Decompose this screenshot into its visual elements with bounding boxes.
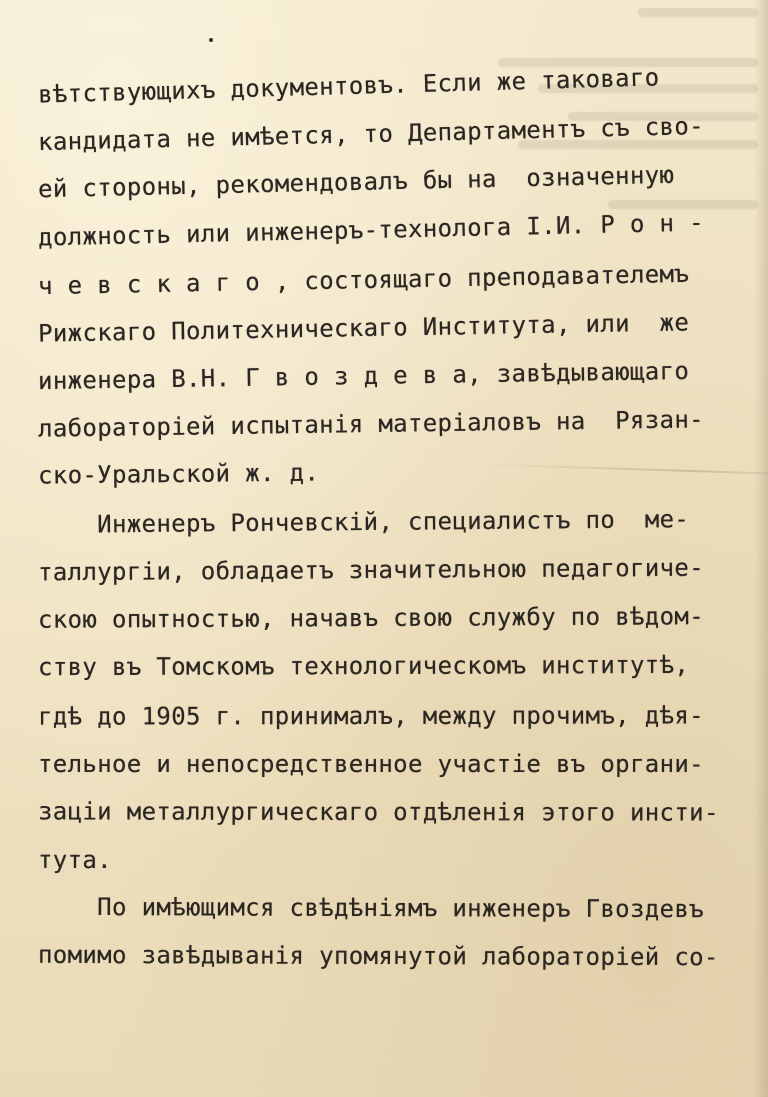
page-edge-shadow — [754, 0, 768, 1097]
text-line: ей стороны, рекомендовалъ бы на означенную — [37, 160, 675, 204]
text-line: Инженеръ Рончевскiй, специалистъ по ме- — [37, 505, 690, 539]
text-line: Рижскаго Политехническаго Института, или же — [37, 308, 690, 348]
text-line: должность или инженеръ-технолога I.И. Р о н - — [37, 208, 705, 252]
text-line: кандидата не имѣется, то Департаментъ съ сво- — [37, 111, 705, 157]
text-line: тельное и непосредственное участiе въ органи- — [38, 750, 704, 778]
text-line: вѣтствующихъ документовъ. Если же таковаго — [37, 63, 660, 109]
ink-speck — [209, 38, 213, 42]
text-line: тута. — [37, 845, 113, 875]
text-line: По имѣющимся свѣдѣнiямъ инженеръ Гвоздевъ — [37, 892, 705, 924]
text-line: ству въ Томскомъ технологическомъ институтѣ, — [37, 650, 690, 682]
text-line: зацiи металлургическаго отдѣленiя этого инсти- — [37, 797, 719, 827]
fold-crease — [480, 463, 768, 478]
text-line: таллургiи, обладаетъ значительною педагогиче- — [37, 553, 705, 587]
text-line: ч е в с к а г о , состоящаго преподавателемъ — [37, 259, 690, 301]
text-line: инженера В.Н. Г в о з д е в а, завѣдывающаго — [37, 356, 690, 396]
text-line: скою опытностью, начавъ свою службу по вѣдом- — [37, 602, 705, 634]
text-line: гдѣ до 1905 г. принималъ, между прочимъ, дѣя- — [37, 701, 704, 731]
text-line: лабораторiей испытанiя матерiаловъ на Рязан- — [37, 405, 705, 443]
text-line: ско-Уральской ж. д. — [37, 458, 320, 490]
text-line: помимо завѣдыванiя упомянутой лабораторiей со- — [37, 940, 719, 972]
